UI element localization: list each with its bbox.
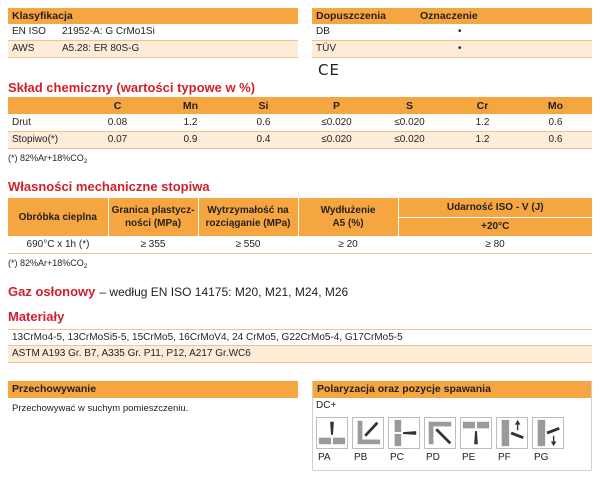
welding-position-pg: [532, 417, 564, 465]
mechanical-properties-table: [8, 198, 592, 254]
shielding-gas-text: – według EN ISO 14175: M20, M21, M24, M26: [99, 285, 349, 299]
welding-position-pc: [388, 417, 420, 465]
header-line: Wytrzymałość na: [207, 205, 289, 216]
chemical-row-wire: [8, 114, 592, 131]
position-pe-icon: [460, 417, 492, 449]
elongation-header: [298, 198, 398, 236]
approval-row: [312, 24, 592, 41]
position-pa-icon: [316, 417, 348, 449]
chemical-value: 1.2: [446, 131, 519, 148]
classification-value: 21952-A: G CrMo1Si: [62, 26, 155, 37]
approval-mark: •: [458, 26, 462, 37]
tensile-strength-header: [198, 198, 298, 236]
chemical-row-label: Drut: [8, 114, 81, 131]
element-header-si: Si: [227, 97, 300, 114]
element-header-c: C: [81, 97, 154, 114]
element-header-mo: Mo: [519, 97, 592, 114]
classification-box: [8, 8, 298, 58]
ce-mark-logo: CE: [318, 61, 340, 79]
approvals-header: [312, 8, 592, 24]
mechanical-properties-heading: Własności mechaniczne stopiwa: [8, 179, 210, 194]
footnote-subscript: 2: [83, 158, 88, 165]
chemical-value: 0.07: [81, 131, 154, 148]
position-pd-icon: [424, 417, 456, 449]
materials-row: 13CrMo4-5, 13CrMoSi5-5, 15CrMo5, 16CrMoV4, 24 CrMo5, G22CrMo5-4, G17CrMo5-5: [8, 329, 592, 346]
chemical-value: ≤0.020: [300, 114, 373, 131]
approvals-title: Dopuszczenia: [316, 10, 387, 22]
classification-standard: EN ISO: [12, 26, 46, 37]
chemical-value: 0.9: [154, 131, 227, 148]
shielding-gas-label: Gaz osłonowy: [8, 284, 96, 299]
chemical-header-row: [8, 97, 592, 114]
materials-heading: Materiały: [8, 309, 65, 324]
position-label: PC: [390, 452, 404, 463]
polarity-positions-box: [312, 381, 592, 471]
header-line: Granica plastycz-: [111, 205, 195, 216]
heat-treatment-value: 690°C x 1h (*): [8, 236, 108, 253]
chemical-row-weld-metal: [8, 131, 592, 148]
welding-position-pb: [352, 417, 384, 465]
chemical-value: 0.08: [81, 114, 154, 131]
welding-position-pd: [424, 417, 456, 465]
mark-column-header: Oznaczenie: [420, 10, 478, 22]
chemical-value: 0.6: [519, 131, 592, 148]
position-pf-icon: [496, 417, 528, 449]
chemical-composition-table: [8, 97, 592, 149]
position-label: PB: [354, 452, 368, 463]
position-label: PD: [426, 452, 440, 463]
storage-text: Przechowywać w suchym pomieszczeniu.: [12, 403, 189, 414]
yield-strength-header: [108, 198, 198, 236]
polarity-header: Polaryzacja oraz pozycje spawania: [313, 381, 591, 398]
materials-list: [8, 329, 592, 363]
impact-value: ≥ 80: [398, 236, 592, 253]
position-pb-icon: [352, 417, 384, 449]
approvals-box: [312, 8, 592, 58]
footnote-text: (*) 82%Ar+18%CO: [8, 258, 84, 268]
chemical-composition-heading: Skład chemiczny (wartości typowe w %): [8, 80, 256, 95]
classification-value: A5.28: ER 80S-G: [62, 43, 140, 54]
position-label: PG: [534, 452, 549, 463]
shielding-gas-line: [8, 284, 348, 300]
approval-row: [312, 41, 592, 58]
elongation-value: ≥ 20: [298, 236, 398, 253]
approval-mark: •: [458, 43, 462, 54]
approval-name: TÜV: [316, 43, 336, 54]
element-header-p: P: [300, 97, 373, 114]
storage-header: Przechowywanie: [8, 381, 298, 398]
classification-row: [8, 41, 298, 58]
element-header-s: S: [373, 97, 446, 114]
element-header-cr: Cr: [446, 97, 519, 114]
footnote-text: (*) 82%Ar+18%CO: [8, 153, 84, 163]
position-label: PA: [318, 452, 331, 463]
impact-header: Udarność ISO - V (J): [398, 198, 592, 217]
impact-temperature-header: +20°C: [398, 217, 592, 236]
heat-treatment-header: Obróbka cieplna: [8, 198, 108, 236]
polarity-current: DC+: [316, 400, 337, 411]
mechanical-row: [8, 236, 592, 253]
approval-name: DB: [316, 26, 330, 37]
chemical-value: 0.6: [519, 114, 592, 131]
position-pg-icon: [532, 417, 564, 449]
classification-standard: AWS: [12, 43, 35, 54]
welding-position-pe: [460, 417, 492, 465]
footnote-subscript: 2: [83, 263, 88, 270]
mechanical-footnote: [8, 257, 87, 269]
chemical-value: 0.6: [227, 114, 300, 131]
position-label: PE: [462, 452, 476, 463]
yield-strength-value: ≥ 355: [108, 236, 198, 253]
chemical-row-label: Stopiwo(*): [8, 131, 81, 148]
tensile-strength-value: ≥ 550: [198, 236, 298, 253]
welding-positions: [316, 417, 564, 465]
chemical-value: ≤0.020: [373, 114, 446, 131]
materials-row: ASTM A193 Gr. B7, A335 Gr. P11, P12, A217 Gr.WC6: [8, 346, 592, 363]
mechanical-header-row: [8, 198, 592, 217]
row-label-header: [8, 97, 81, 114]
header-line: rozciąganie (MPa): [205, 218, 291, 229]
welding-position-pf: [496, 417, 528, 465]
chemical-footnote: [8, 152, 87, 164]
classification-header: Klasyfikacja: [8, 8, 298, 24]
element-header-mn: Mn: [154, 97, 227, 114]
header-line: Wydłużenie: [320, 205, 376, 216]
header-line: ności (MPa): [124, 218, 182, 229]
header-line: A5 (%): [332, 218, 364, 229]
position-label: PF: [498, 452, 511, 463]
chemical-value: 1.2: [154, 114, 227, 131]
welding-position-pa: [316, 417, 348, 465]
chemical-value: ≤0.020: [373, 131, 446, 148]
storage-box: [8, 381, 298, 398]
chemical-value: 0.4: [227, 131, 300, 148]
classification-row: [8, 24, 298, 41]
chemical-value: ≤0.020: [300, 131, 373, 148]
position-pc-icon: [388, 417, 420, 449]
chemical-value: 1.2: [446, 114, 519, 131]
